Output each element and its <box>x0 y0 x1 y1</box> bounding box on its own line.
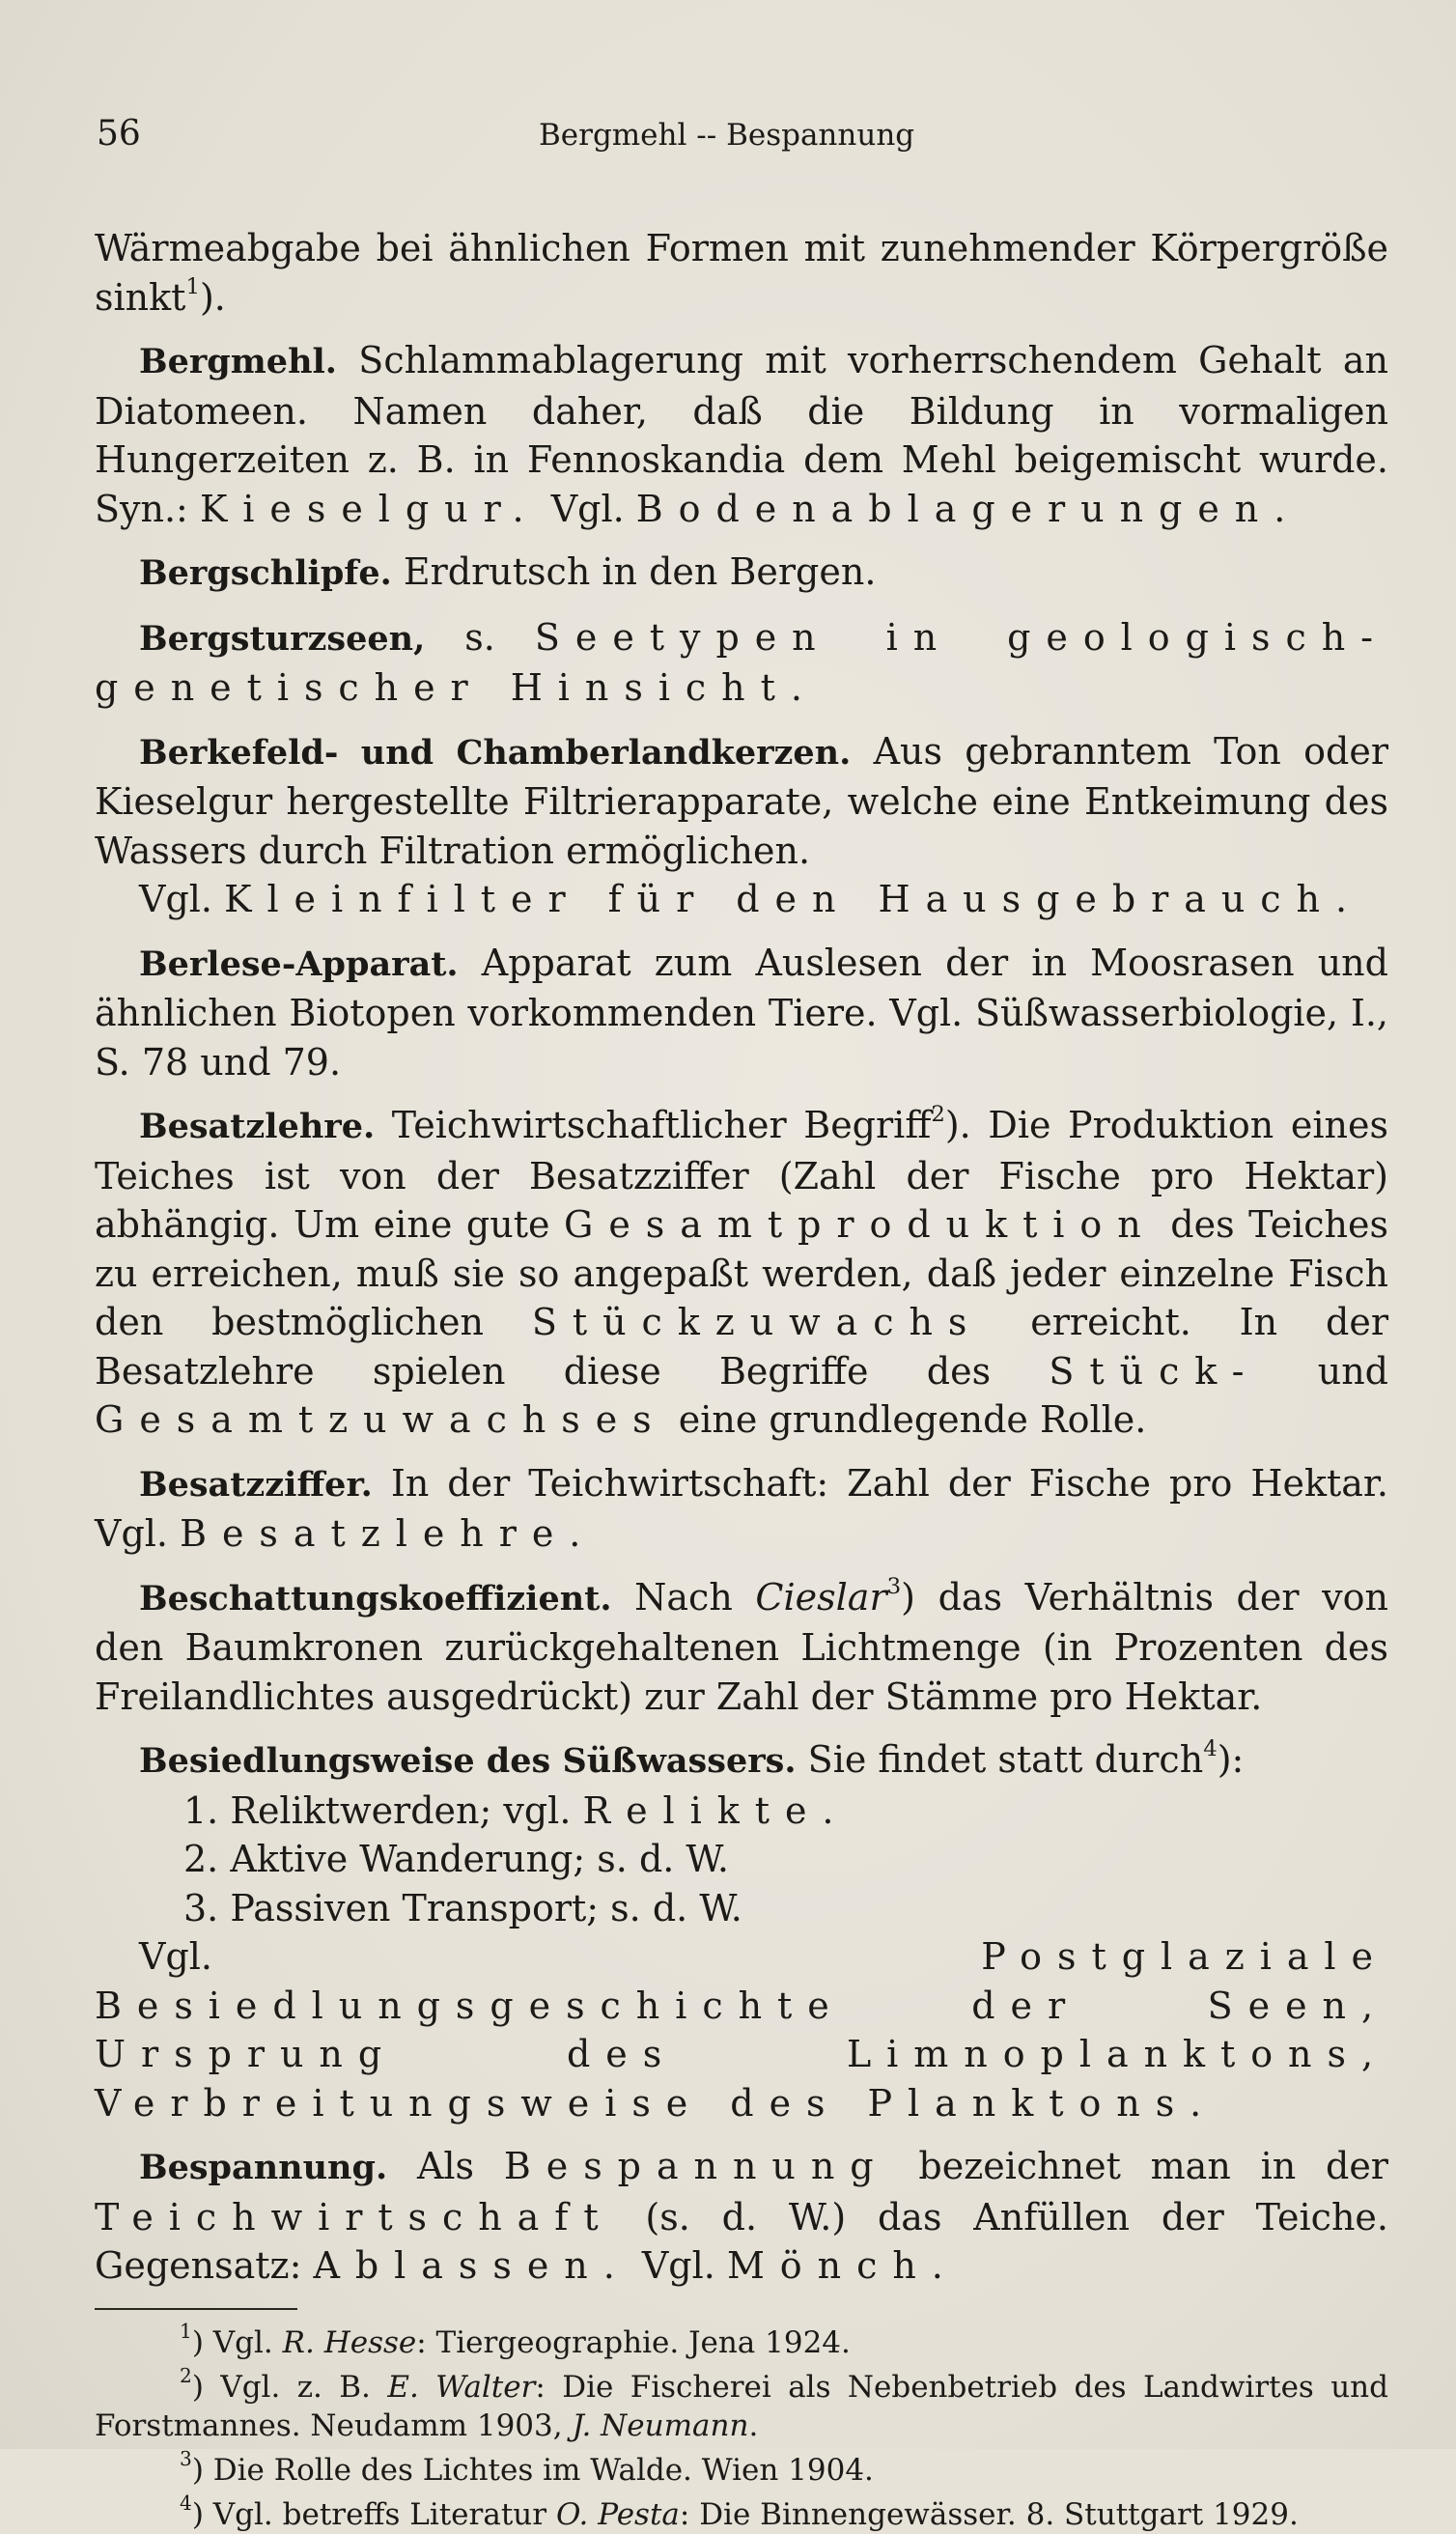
entry-term: Berlese-Apparat. <box>139 943 459 984</box>
entry-term: Berkefeld- und Chamberlandkerzen. <box>139 732 852 773</box>
author-name: R. Hesse <box>282 2324 417 2360</box>
entry-berkefeld: Berkefeld- und Chamberlandkerzen. Aus gebranntem Ton oder Kieselgur hergestellte Filtrierapparate, welche eine Entkeimung des Wassers durch Filtration ermöglichen. <box>95 729 1388 872</box>
author-name: E. Walter <box>387 2369 536 2405</box>
footnotes <box>95 2319 1388 2534</box>
footnote-ref: 2 <box>931 1101 945 1127</box>
spaced-reference: Gesamtproduktion <box>564 1203 1157 1246</box>
entry-term: Beschattungskoeffizient. <box>139 1578 612 1619</box>
entry-berlese: Berlese-Apparat. Apparat zum Auslesen der in Moosrasen und ähnlichen Biotopen vorkommenden Tiere. Vgl. Süßwasserbiologie, I., S. 78 und 79. <box>95 941 1388 1084</box>
spaced-reference: Bespannung <box>503 2145 889 2187</box>
page-header <box>95 114 1388 174</box>
footnote-1: $^1$) Vgl. R. Hesse: Tiergeographie. Jena 1924. <box>180 2319 851 2360</box>
footnote-ref: 4 <box>1203 1735 1218 1761</box>
entry-besiedlungsweise-vgl: Vgl. Postglaziale Besiedlungsgeschichte der Seen, Ursprung des Limnoplanktons, Verbreitungsweise des Planktons. <box>95 1935 1388 2125</box>
spaced-reference: Ablassen. <box>313 2244 630 2287</box>
entry-bergschlipfe: Bergschlipfe. Erdrutsch in den Bergen. <box>139 550 877 593</box>
footnote-ref: 3 <box>886 1573 902 1599</box>
entry-besiedlungsweise: Besiedlungsweise des Süßwassers. Sie findet statt durch$^4$): <box>139 1735 1245 1781</box>
entry-besatzlehre: Besatzlehre. Teichwirtschaftlicher Begriff$^2$). Die Produktion eines Teiches ist von der Besatzziffer (Zahl der Fische pro Hektar) abhängig. Um eine gute Gesamtproduktion des Teiches zu erreichen, muß sie so angepaßt werden, daß jeder einzelne Fisch den bestmöglichen Stückzuwachs erreicht. In der Besatzlehre spielen diese Begriffe des Stück- und Gesamtzuwachses eine grundlegende Rolle. <box>95 1101 1388 1441</box>
page-body <box>95 224 1388 2291</box>
entry-berkefeld-vgl: Vgl. Kleinfilter für den Hausgebrauch. <box>139 878 1362 920</box>
entry-term: Besatzlehre. <box>139 1107 376 1146</box>
author-name: Cieslar <box>755 1575 887 1619</box>
footnote-2: $^2$) Vgl. z. B. E. Walter: Die Fischerei als Nebenbetrieb des Landwirtes und Forstmannes. Neudamm 1903, J. Neumann. <box>95 2363 1388 2443</box>
list-item: 3. Passiven Transport; s. d. W. <box>183 1886 742 1929</box>
entry-bespannung: Bespannung. Als Bespannung bezeichnet man in der Teichwirtschaft (s. d. W.) das Anfüllen der Teiche. Gegensatz: Ablassen. Vgl. Mönch. <box>95 2145 1388 2287</box>
entry-term: Besiedlungsweise des Süßwassers. <box>139 1741 797 1781</box>
spaced-reference: Teichwirtschaft <box>95 2195 614 2238</box>
spaced-reference: Seetypen in geologisch-genetischer Hinsicht. <box>95 615 1388 709</box>
entry-term: Bergsturzseen, <box>139 618 426 659</box>
spaced-reference: Bodenablagerungen. <box>635 487 1302 530</box>
paragraph-intro: Wärmeabgabe bei ähnlichen Formen mit zunehmender Körpergröße sinkt$^1$). <box>95 227 1388 319</box>
entry-besatzziffer: Besatzziffer. In der Teichwirtschaft: Zahl der Fische pro Hektar. Vgl. Besatzlehre. <box>95 1461 1388 1555</box>
page-number: 56 <box>97 114 141 154</box>
spaced-reference: Mönch. <box>726 2244 959 2287</box>
footnote-divider <box>95 2308 297 2310</box>
footnote-ref: 1 <box>185 273 200 299</box>
spaced-reference: Besatzlehre. <box>180 1512 597 1555</box>
entry-term: Besatzziffer. <box>139 1464 373 1505</box>
entry-bergsturzseen: Bergsturzseen, s. Seetypen in geologisch-genetischer Hinsicht. <box>95 615 1388 709</box>
footnote-3: $^3$) Die Rolle des Lichtes im Walde. Wien 1904. <box>180 2446 874 2488</box>
entry-term: Bergschlipfe. <box>139 553 392 593</box>
running-title: Bergmehl -- Bespannung <box>539 118 915 153</box>
spaced-reference: Kleinfilter für den Hausgebrauch. <box>224 878 1362 920</box>
spaced-reference: Stückzuwachs <box>531 1301 983 1343</box>
spaced-reference: Relikte. <box>582 1788 850 1832</box>
author-name: O. Pesta <box>555 2496 680 2532</box>
spaced-reference: Gesamtzuwachses <box>95 1398 667 1441</box>
entry-bergmehl: Bergmehl. Schlammablagerung mit vorherrschendem Gehalt an Diatomeen. Namen daher, daß die Bildung in vormaligen Hungerzeiten z. B. in Fennoskandia dem Mehl beigemischt wurde. Syn.: Kieselgur. Vgl. Bodenablagerungen. <box>95 339 1388 530</box>
spaced-reference: Postglaziale Besiedlungsgeschichte der Seen, Ursprung des Limnoplanktons, Verbreitungsweise des Planktons. <box>95 1935 1388 2125</box>
list-item: 1. Reliktwerden; vgl. Relikte. <box>183 1788 850 1832</box>
list-item: 2. Aktive Wanderung; s. d. W. <box>183 1838 729 1880</box>
entry-term: Bespannung. <box>139 2148 388 2187</box>
entry-beschattungskoeffizient: Beschattungskoeffizient. Nach Cieslar$^3$) das Verhältnis der von den Baumkronen zurückgehaltenen Lichtmenge (in Prozenten des Freilandlichtes ausgedrückt) zur Zahl der Stämme pro Hektar. <box>95 1573 1388 1718</box>
spaced-reference: Kieselgur. <box>199 487 540 530</box>
entry-term: Bergmehl. <box>139 342 337 381</box>
author-name: J. Neumann <box>572 2407 749 2443</box>
footnote-4: $^4$) Vgl. betreffs Literatur O. Pesta: Die Binnengewässer. 8. Stuttgart 1929. <box>180 2491 1299 2532</box>
spaced-reference: Stück- <box>1049 1349 1260 1393</box>
